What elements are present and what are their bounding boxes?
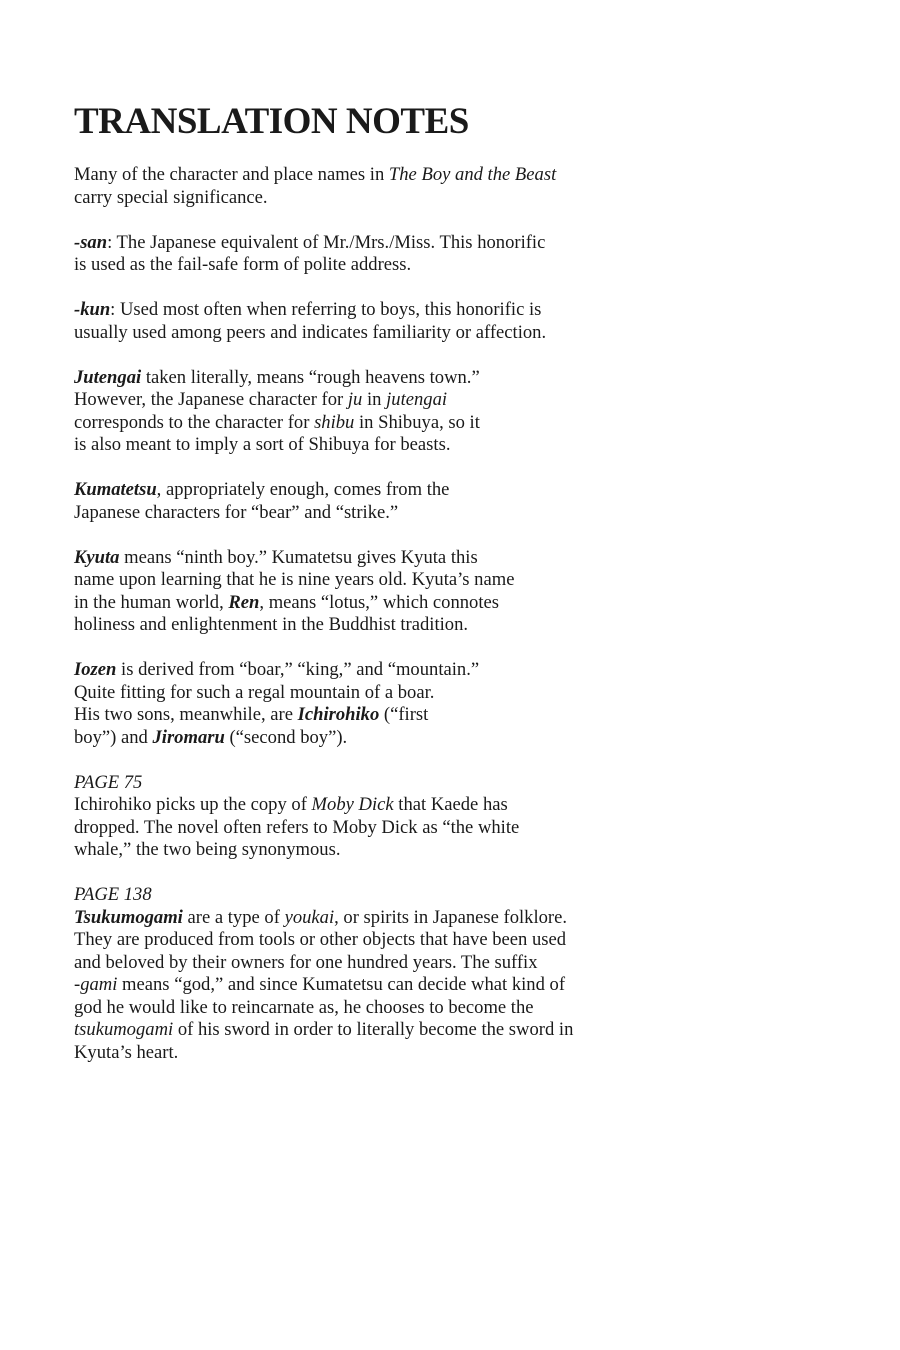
term-ichirohiko: Ichirohiko [297, 704, 380, 725]
note-page-75: PAGE 75 Ichirohiko picks up the copy of Moby Dick that Kaede has dropped. The novel often refers to Moby Dick as “the white whale,” the two being synonymous. [74, 772, 634, 862]
term-tsukumogami: Tsukumogami [74, 906, 183, 928]
note-iozen: Iozen is derived from “boar,” “king,” and “mountain.” Quite fitting for such a regal mountain of a boar. His two sons, meanwhile, are Ichirohiko (“first boy”) and Jiromaru (“second boy”). [74, 659, 480, 748]
translation-notes-page [74, 100, 634, 1087]
term-jiromaru: Jiromaru [152, 726, 225, 748]
note-kumatetsu: Kumatetsu, appropriately enough, comes from the Japanese characters for “bear” and “strike.” [74, 479, 450, 523]
term-kun: -kun [74, 299, 111, 320]
term-ren: Ren [228, 591, 260, 613]
book-title: The Boy and the Beast [388, 164, 557, 185]
page-label: PAGE 138 [74, 884, 152, 905]
note-page-138: PAGE 138 Tsukumogami are a type of youkai, or spirits in Japanese folklore. They are produced from tools or other objects that have been used and beloved by their owners for one hundred years. The suffix -gami means “god,” and since Kumatetsu can decide what kind of god he would like to reincarnate as, he chooses to become the tsukumogami of his sword in order to literally become the sword in Kyuta’s heart. [74, 884, 634, 1064]
page-label: PAGE 75 [74, 771, 143, 793]
page-title: TRANSLATION NOTES [74, 101, 469, 142]
intro-paragraph: Many of the character and place names in The Boy and the Beast carry special significance. [74, 164, 557, 208]
term-kyuta: Kyuta [74, 546, 120, 568]
term-jutengai: Jutengai [74, 366, 142, 388]
note-kun: -kun: Used most often when referring to boys, this honorific is usually used among peers and indicates familiarity or affection. [74, 299, 547, 343]
term-iozen: Iozen [74, 659, 117, 680]
note-san: -san: The Japanese equivalent of Mr./Mrs./Miss. This honorific is used as the fail-safe form of polite address. [74, 231, 546, 275]
note-kyuta: Kyuta means “ninth boy.” Kumatetsu gives Kyuta this name upon learning that he is nine years old. Kyuta’s name in the human world, Ren, means “lotus,” which connotes holiness and enlightenment in the Buddhist tradition. [74, 546, 515, 635]
term-kumatetsu: Kumatetsu [74, 479, 157, 500]
note-jutengai: Jutengai taken literally, means “rough heavens town.” However, the Japanese character for ju in jutengai corresponds to the character for shibu in Shibuya, so it is also meant to imply a sort of Shibuya for beasts. [74, 366, 480, 455]
term-san: -san [74, 231, 108, 253]
